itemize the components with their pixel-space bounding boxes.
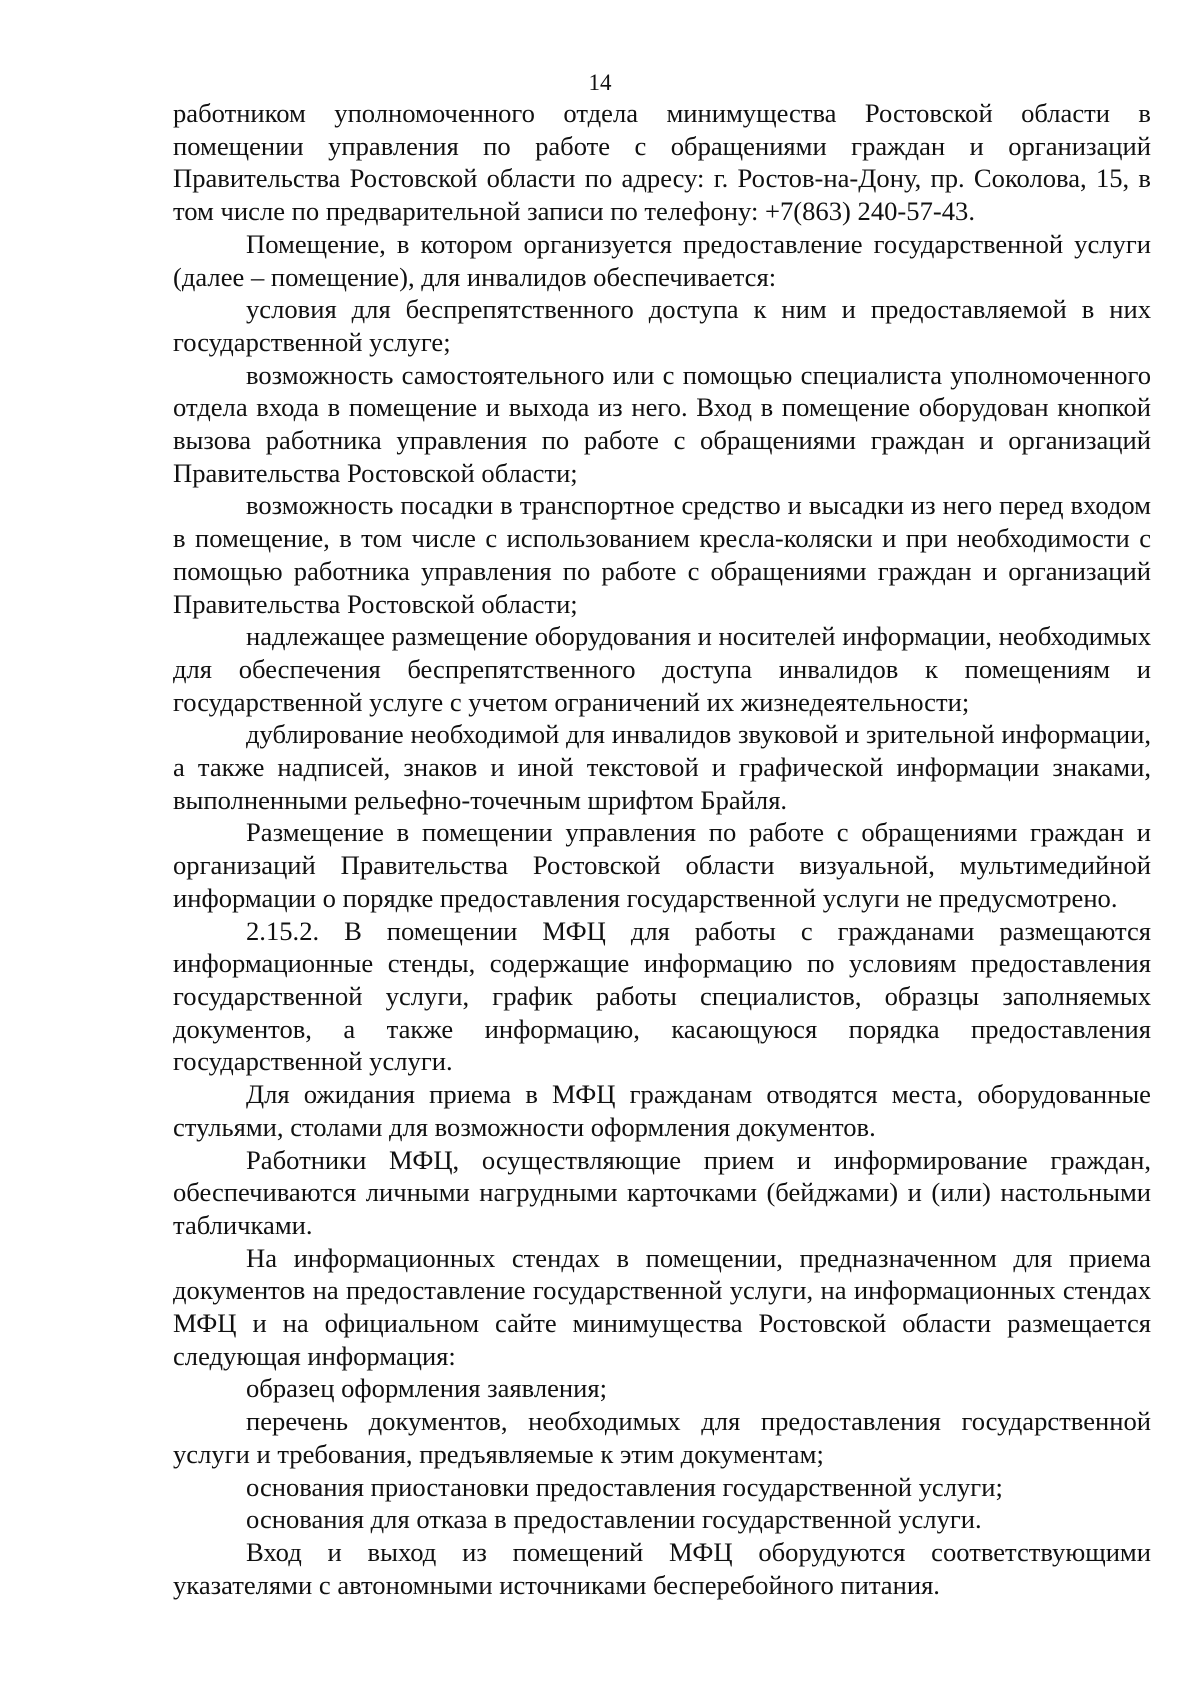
paragraph: Помещение, в котором организуется предоставление государственной услуги (далее – помещение), для инвалидов обеспечивается: (173, 228, 1151, 292)
paragraph: основания приостановки предоставления государственной услуги; (246, 1471, 1003, 1502)
paragraph: Для ожидания приема в МФЦ гражданам отводятся места, оборудованные стульями, столами для возможности оформления документов. (173, 1079, 1151, 1142)
page-number: 14 (588, 70, 612, 95)
paragraph: возможность самостоятельного или с помощью специалиста уполномоченного отдела входа в помещение и выхода из него. Вход в помещение оборудован кнопкой вызова работника управления по работе с обращениями граждан и организаций Правительства Ростовской области; (173, 359, 1151, 488)
paragraph: Вход и выход из помещений МФЦ оборудуются соответствующими указателями с автономными источниками бесперебойного питания. (173, 1536, 1151, 1600)
paragraph: основания для отказа в предоставлении государственной услуги. (246, 1504, 982, 1535)
paragraph: перечень документов, необходимых для предоставления государственной услуги и требования, предъявляемые к этим документам; (173, 1406, 1151, 1469)
paragraph: работником уполномоченного отдела минимущества Ростовской области в помещении управления по работе с обращениями граждан и организаций Правительства Ростовской области по адресу: г. Ростов-на-Дону, пр. Соколова, 15, в том числе по предварительной записи по телефону: +7(863) 240-57-43. (173, 98, 1151, 227)
paragraph: образец оформления заявления; (246, 1373, 607, 1404)
paragraph: дублирование необходимой для инвалидов звуковой и зрительной информации, а также надписей, знаков и иной текстовой и графической информации знаками, выполненными рельефно-точечным шрифтом Брайля. (173, 719, 1151, 815)
paragraph: возможность посадки в транспортное средство и высадки из него перед входом в помещение, в том числе с использованием кресла-коляски и при необходимости с помощью работника управления по работе с обращениями граждан и организаций Правительства Ростовской области; (173, 490, 1151, 619)
paragraph: Работники МФЦ, осуществляющие прием и информирование граждан, обеспечиваются личными нагрудными карточками (бейджами) и (или) настольными табличками. (173, 1144, 1151, 1240)
paragraph: условия для беспрепятственного доступа к ним и предоставляемой в них государственной услуге; (173, 294, 1151, 357)
document-body (173, 97, 1151, 1601)
paragraph: надлежащее размещение оборудования и носителей информации, необходимых для обеспечения беспрепятственного доступа инвалидов к помещениям и государственной услуге с учетом ограничений их жизнедеятельности; (173, 621, 1151, 717)
paragraph: Размещение в помещении управления по работе с обращениями граждан и организаций Правительства Ростовской области визуальной, мультимедийной информации о порядке предоставления государственной услуги не предусмотрено. (173, 817, 1151, 913)
paragraph: На информационных стендах в помещении, предназначенном для приема документов на предоставление государственной услуги, на информационных стендах МФЦ и на официальном сайте минимущества Ростовской области размещается следующая информация: (173, 1242, 1151, 1371)
paragraph: 2.15.2. В помещении МФЦ для работы с гражданами размещаются информационные стенды, содержащие информацию по условиям предоставления государственной услуги, график работы специалистов, образцы заполняемых документов, а также информацию, касающуюся порядка предоставления государственной услуги. (173, 915, 1151, 1077)
